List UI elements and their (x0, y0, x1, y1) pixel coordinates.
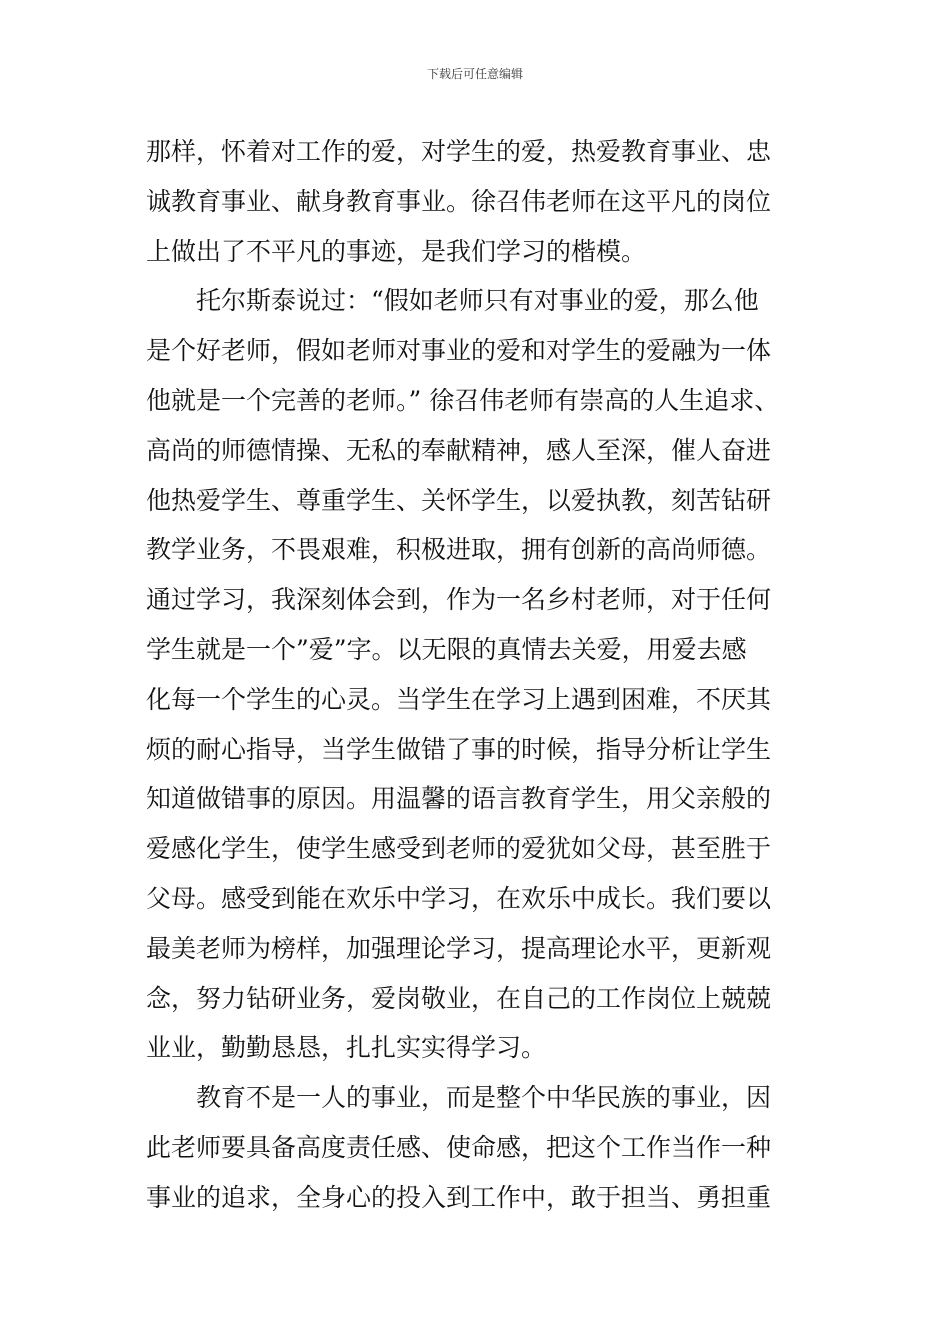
text-line: 念，努力钻研业务，爱岗敬业，在自己的工作岗位上兢兢 (146, 983, 772, 1013)
text-line: 他热爱学生、尊重学生、关怀学生，以爱执教，刻苦钻研 (146, 485, 772, 515)
text-line: 最美老师为榜样，加强理论学习，提高理论水平，更新观 (146, 933, 772, 963)
page-header: 下载后可任意编辑 (426, 67, 523, 81)
text-line: 教学业务，不畏艰难，积极进取，拥有创新的高尚师德。 (146, 535, 772, 565)
text-line: 父母。感受到能在欢乐中学习，在欢乐中成长。我们要以 (146, 883, 772, 913)
text-line: 化每一个学生的心灵。当学生在学习上遇到困难，不厌其 (146, 684, 772, 714)
text-line: 教育不是一人的事业，而是整个中华民族的事业，因 (196, 1083, 772, 1113)
text-line: 事业的追求，全身心的投入到工作中，敢于担当、勇担重 (146, 1182, 772, 1212)
text-line: 上做出了不平凡的事迹，是我们学习的楷模。 (146, 236, 647, 266)
text-line: 托尔斯泰说过：“假如老师只有对事业的爱，那么他 (196, 286, 759, 316)
text-line: 知道做错事的原因。用温馨的语言教育学生，用父亲般的 (146, 784, 772, 814)
text-line: 那样，怀着对工作的爱，对学生的爱，热爱教育事业、忠 (146, 137, 772, 166)
body-text (146, 127, 816, 1223)
text-line: 高尚的师德情操、无私的奉献精神，感人至深，催人奋进 (146, 435, 772, 465)
text-line: 他就是一个完善的老师。” 徐召伟老师有崇高的人生追求、 (146, 385, 780, 415)
text-line: 业业，勤勤恳恳，扎扎实实得学习。 (146, 1033, 547, 1063)
text-line: 烦的耐心指导，当学生做错了事的时候，指导分析让学生 (146, 734, 772, 764)
text-line: 是个好老师，假如老师对事业的爱和对学生的爱融为一体 (146, 336, 772, 366)
text-line: 诚教育事业、献身教育事业。徐召伟老师在这平凡的岗位 (146, 186, 772, 216)
text-line: 爱感化学生，使学生感受到老师的爱犹如父母，甚至胜于 (146, 834, 772, 864)
text-line: 通过学习，我深刻体会到，作为一名乡村老师，对于任何 (146, 585, 772, 615)
text-line: 此老师要具备高度责任感、使命感，把这个工作当作一种 (146, 1132, 772, 1162)
text-line: 学生就是一个”爱”字。以无限的真情去关爱，用爱去感 (146, 634, 747, 664)
